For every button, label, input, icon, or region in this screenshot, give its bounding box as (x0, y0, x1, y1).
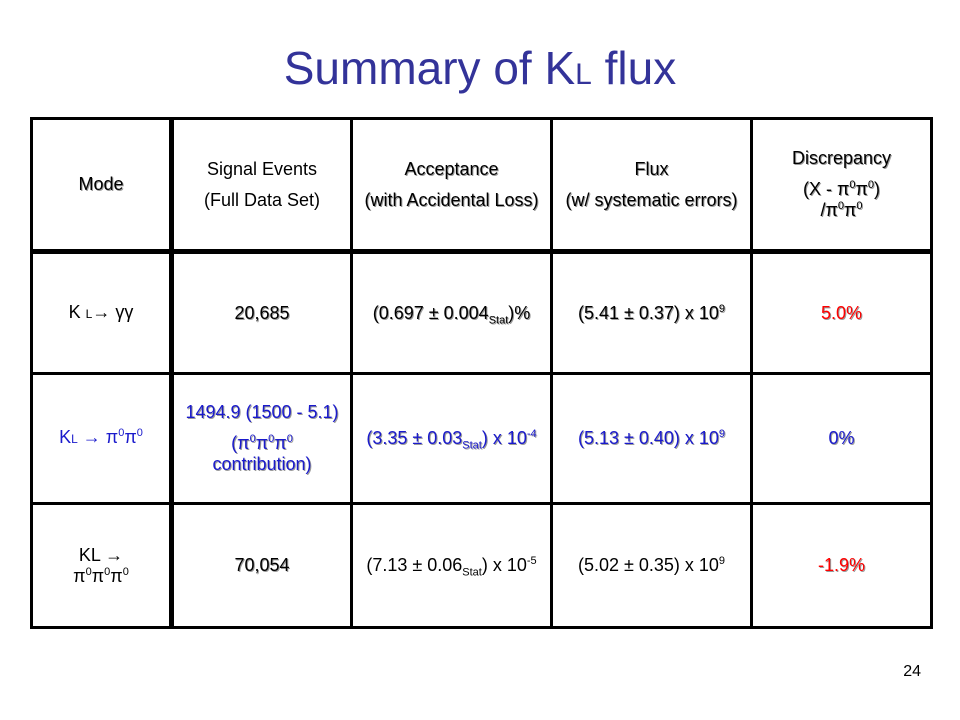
discrepancy-cell: 5.0% (752, 252, 932, 374)
kl-flux-summary-table (30, 117, 933, 629)
mode-cell: KL → $\pi^0\pi^0\pi^0$ (32, 504, 172, 628)
header-acceptance: Acceptance (with Accidental Loss) (352, 119, 552, 252)
acceptance-cell: $(3.35 \pm 0.03_{Stat})$ x $10^{-4}$ (352, 374, 552, 504)
table-row (32, 504, 932, 628)
title-end: flux (591, 42, 677, 94)
signal-events-cell: 70,054 (172, 504, 352, 628)
mode-cell: K L→ γγ (32, 252, 172, 374)
header-mode: Mode (32, 119, 172, 252)
header-signal-events: Signal Events (Full Data Set) (172, 119, 352, 252)
flux-cell: (5.41 ± 0.37) x $10^9$ (552, 252, 752, 374)
title-subscript: L (575, 58, 592, 91)
slide-title (0, 40, 960, 103)
table-row (32, 374, 932, 504)
discrepancy-cell: 0% (752, 374, 932, 504)
header-row (32, 119, 932, 252)
signal-events-cell: 20,685 (172, 252, 352, 374)
title-main: Summary of K (283, 42, 576, 94)
flux-cell: (5.02 ± 0.35) x $10^9$ (552, 504, 752, 628)
page-number: 24 (903, 663, 921, 680)
acceptance-cell: $(7.13 \pm 0.06_{Stat})$ x $10^{-5}$ (352, 504, 552, 628)
discrepancy-cell: -1.9% (752, 504, 932, 628)
acceptance-cell: $(0.697 \pm 0.004_{Stat})\%$ (352, 252, 552, 374)
table-row (32, 252, 932, 374)
header-discrepancy: Discrepancy $(X - \pi^0\pi^0)$ $/\pi^0\pi^0$ (752, 119, 932, 252)
flux-cell: (5.13 ± 0.40) x $10^9$ (552, 374, 752, 504)
mode-cell: KL → $\pi^0\pi^0$ (32, 374, 172, 504)
signal-events-cell: 1494.9 (1500 - 5.1) ($\pi^0\pi^0\pi^0$ contribution) (172, 374, 352, 504)
header-flux: Flux (w/ systematic errors) (552, 119, 752, 252)
